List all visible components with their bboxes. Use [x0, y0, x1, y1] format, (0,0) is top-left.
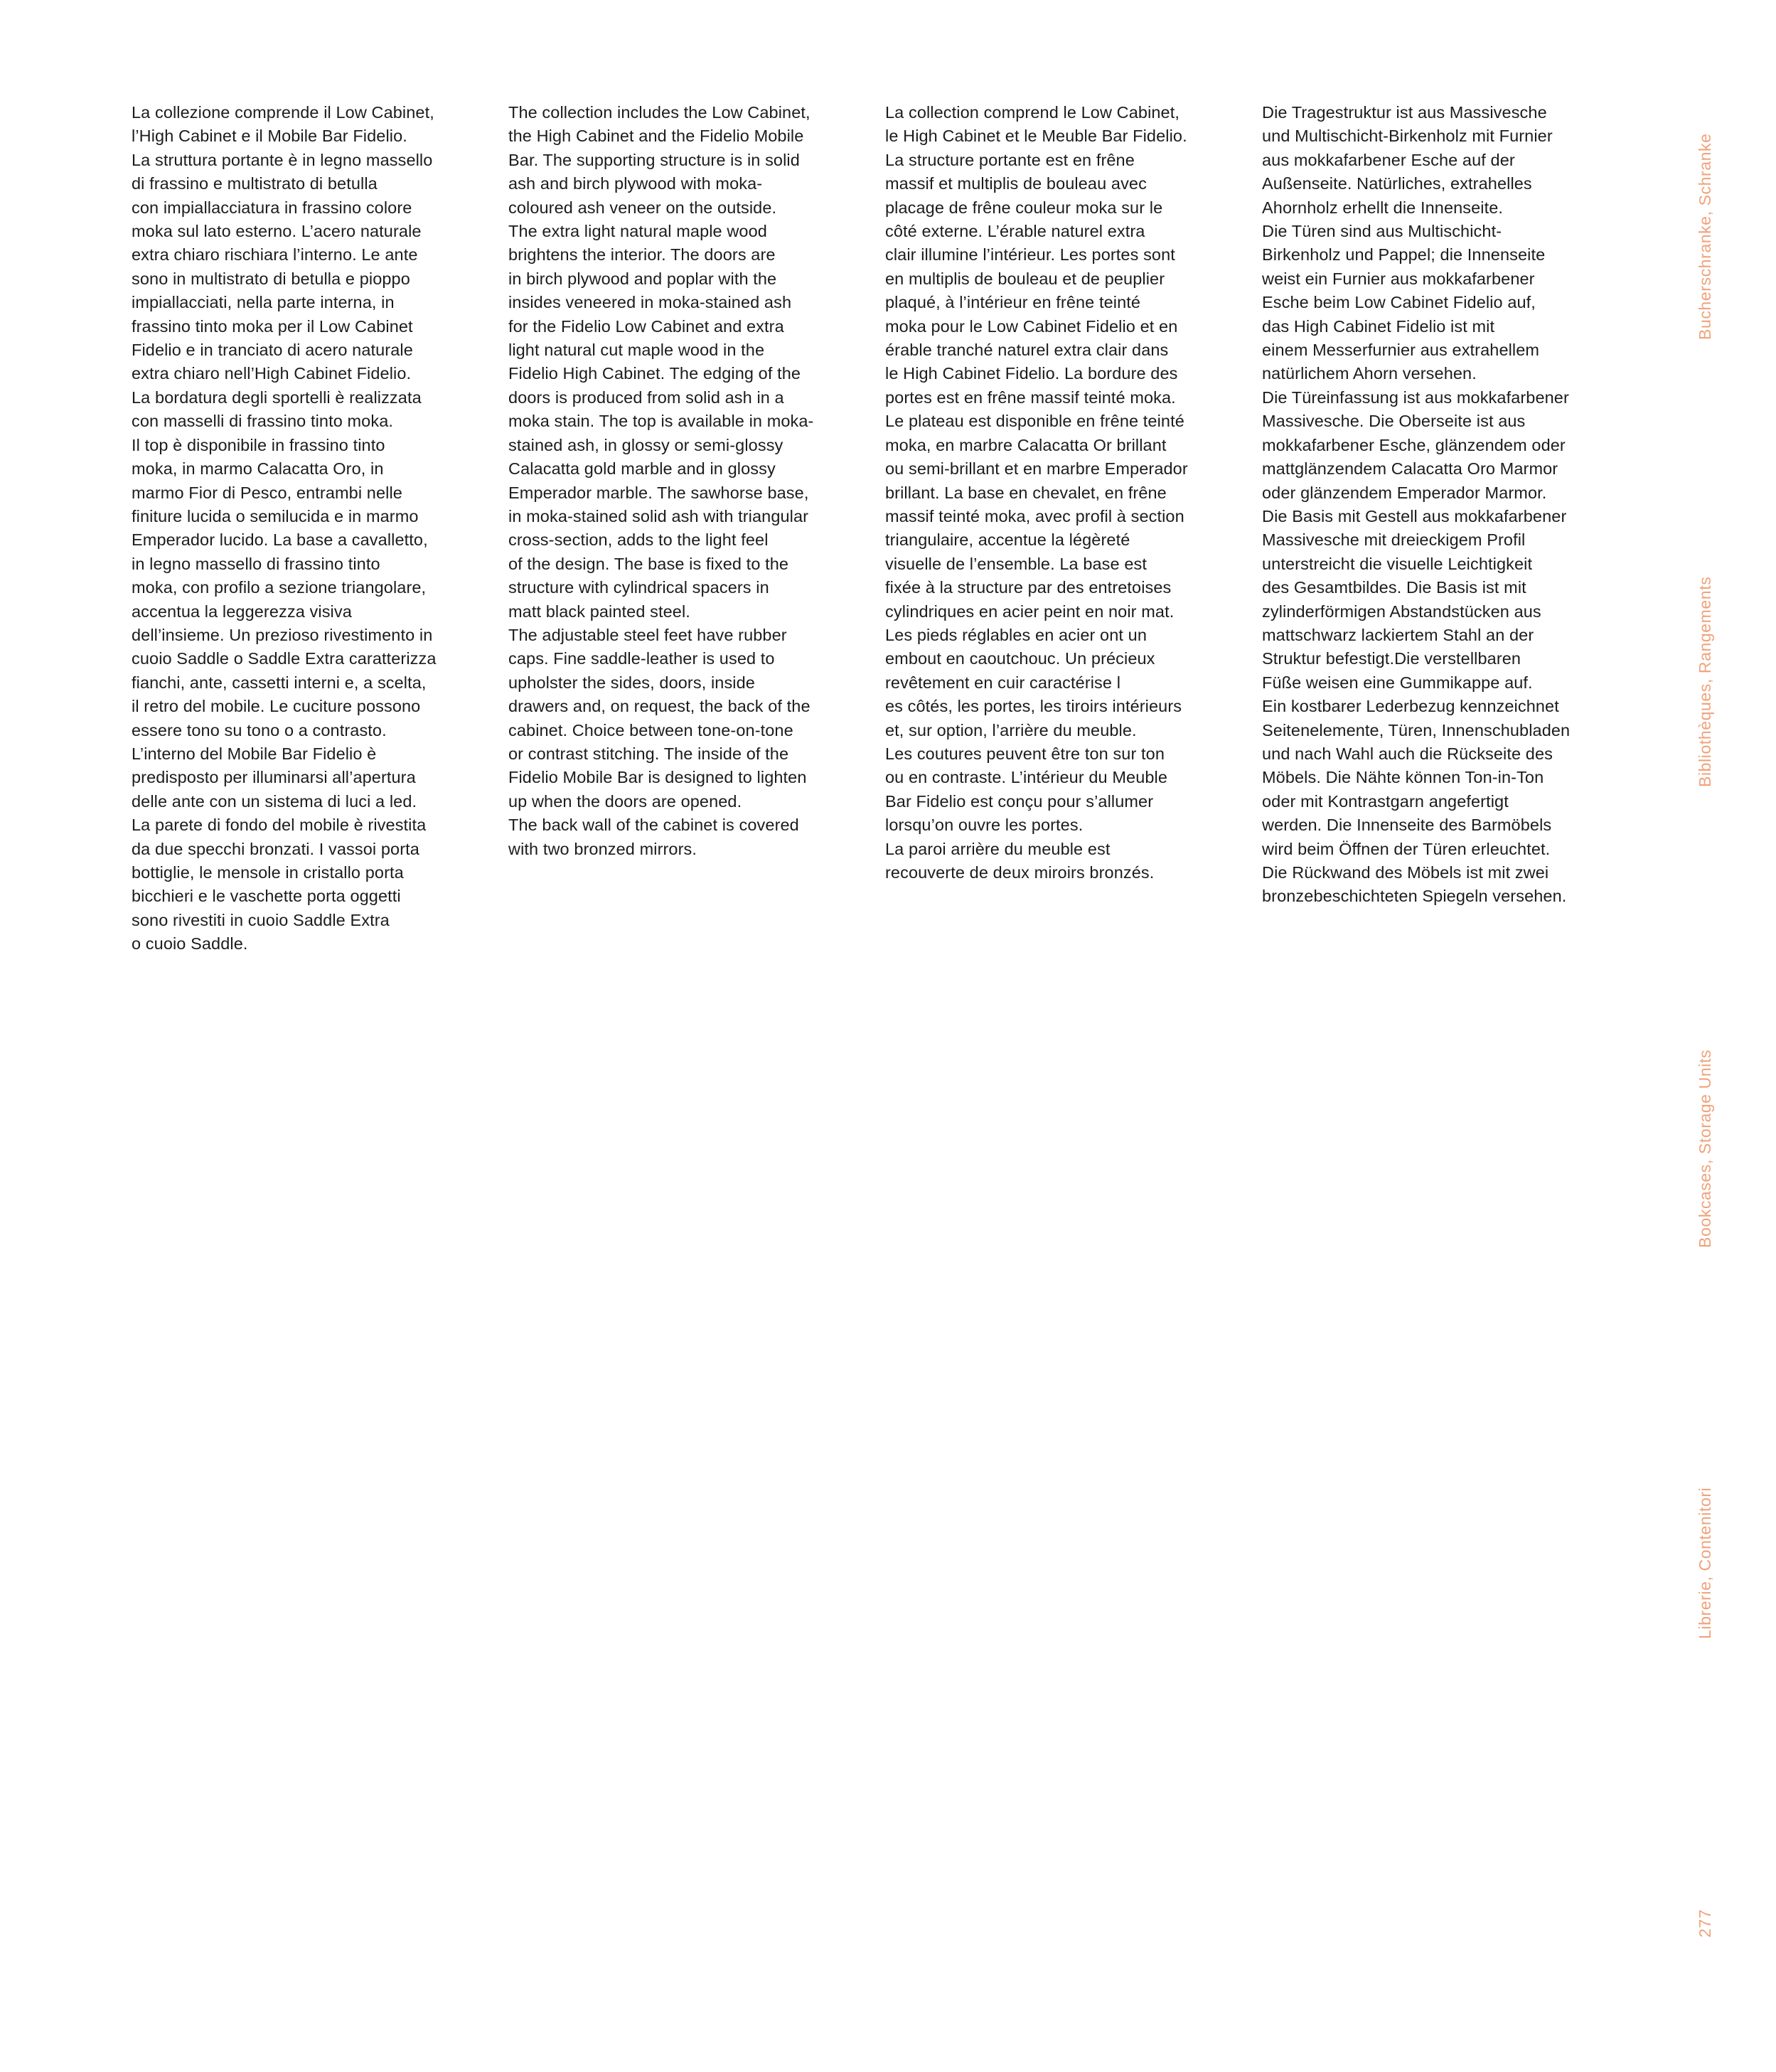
- side-label-french: Bibliothèques, Rangements: [1696, 576, 1714, 787]
- side-label-german: Bucherschranke, Schranke: [1696, 133, 1714, 340]
- side-label-english: Bookcases, Storage Units: [1696, 1049, 1714, 1248]
- text-column-french: La collection comprend le Low Cabinet, le High Cabinet et le Meuble Bar Fidelio. La structure portante est en frêne massif et multiplis de bouleau avec placage de frêne couleur moka sur le côté externe. L’érable naturel extra clair illumine l’intérieur. Les portes sont en multiplis de bouleau et de peuplier plaqué, à l’intérieur en frêne teinté moka pour le Low Cabinet Fidelio et en érable tranché naturel extra clair dans le High Cabinet Fidelio. La bordure des portes est en frêne massif teinté moka. Le plateau est disponible en frêne teinté moka, en marbre Calacatta Or brillant ou semi-brillant et en marbre Emperador brillant. La base en chevalet, en frêne massif teinté moka, avec profil à section triangulaire, accentue la légèreté visuelle de l’ensemble. La base est fixée à la structure par des entretoises cylindriques en acier peint en noir mat. Les pieds réglables en acier ont un embout en caoutchouc. Un précieux revêtement en cuir caractérise l es côtés, les portes, les tiroirs intérieurs et, sur option, l’arrière du meuble. Les coutures peuvent être ton sur ton ou en contraste. L’intérieur du Meuble Bar Fidelio est conçu pour s’allumer lorsqu’on ouvre les portes. La paroi arrière du meuble est recouverte de deux miroirs bronzés.: [885, 103, 1188, 882]
- page-number: 277: [1696, 1908, 1714, 1938]
- text-column-german: Die Tragestruktur ist aus Massivesche und Multischicht-Birkenholz mit Furnier aus mokkafarbener Esche auf der Außenseite. Natürliches, extrahelles Ahornholz erhellt die Innenseite. Die Türen sind aus Multischicht- Birkenholz und Pappel; die Innenseite weist ein Furnier aus mokkafarbener Esche beim Low Cabinet Fidelio auf, das High Cabinet Fidelio ist mit einem Messerfurnier aus extrahellem natürlichem Ahorn versehen. Die Türeinfassung ist aus mokkafarbener Massivesche. Die Oberseite ist aus mokkafarbener Esche, glänzendem oder mattglänzendem Calacatta Oro Marmor oder glänzendem Emperador Marmor. Die Basis mit Gestell aus mokkafarbener Massivesche mit dreieckigem Profil unterstreicht die visuelle Leichtigkeit des Gesamtbildes. Die Basis ist mit zylinderförmigen Abstandstücken aus mattschwarz lackiertem Stahl an der Struktur befestigt.Die verstellbaren Füße weisen eine Gummikappe auf. Ein kostbarer Lederbezug kennzeichnet Seitenelemente, Türen, Innenschubladen und nach Wahl auch die Rückseite des Möbels. Die Nähte können Ton-in-Ton oder mit Kontrastgarn angefertigt werden. Die Innenseite des Barmöbels wird beim Öffnen der Türen erleuchtet. Die Rückwand des Möbels ist mit zwei bronzebeschichteten Spiegeln versehen.: [1262, 103, 1571, 906]
- text-column-english: The collection includes the Low Cabinet, the High Cabinet and the Fidelio Mobile Bar. The supporting structure is in solid ash and birch plywood with moka- coloured ash veneer on the outside. The extra light natural maple wood brightens the interior. The doors are in birch plywood and poplar with the insides veneered in moka-stained ash for the Fidelio Low Cabinet and extra light natural cut maple wood in the Fidelio High Cabinet. The edging of the doors is produced from solid ash in a moka stain. The top is available in moka- stained ash, in glossy or semi-glossy Calacatta gold marble and in glossy Emperador marble. The sawhorse base, in moka-stained solid ash with triangular cross-section, adds to the light feel of the design. The base is fixed to the structure with cylindrical spacers in matt black painted steel. The adjustable steel feet have rubber caps. Fine saddle-leather is used to upholster the sides, doors, inside drawers and, on request, the back of the cabinet. Choice between tone-on-tone or contrast stitching. The inside of the Fidelio Mobile Bar is designed to lighten up when the doors are opened. The back wall of the cabinet is covered with two bronzed mirrors.: [508, 103, 814, 858]
- text-column-italian: La collezione comprende il Low Cabinet, l’High Cabinet e il Mobile Bar Fidelio. La struttura portante è in legno massello di frassino e multistrato di betulla con impiallacciatura in frassino colore moka sul lato esterno. L’acero naturale extra chiaro rischiara l’interno. Le ante sono in multistrato di betulla e pioppo impiallacciati, nella parte interna, in frassino tinto moka per il Low Cabinet Fidelio e in tranciato di acero naturale extra chiaro nell’High Cabinet Fidelio. La bordatura degli sportelli è realizzata con masselli di frassino tinto moka. Il top è disponibile in frassino tinto moka, in marmo Calacatta Oro, in marmo Fior di Pesco, entrambi nelle finiture lucida o semilucida e in marmo Emperador lucido. La base a cavalletto, in legno massello di frassino tinto moka, con profilo a sezione triangolare, accentua la leggerezza visiva dell’insieme. Un prezioso rivestimento in cuoio Saddle o Saddle Extra caratterizza fianchi, ante, cassetti interni e, a scelta, il retro del mobile. Le cuciture possono essere tono su tono o a contrasto. L’interno del Mobile Bar Fidelio è predisposto per illuminarsi all’apertura delle ante con un sistema di luci a led. La parete di fondo del mobile è rivestita da due specchi bronzati. I vassoi porta bottiglie, le mensole in cristallo porta bicchieri e le vaschette porta oggetti sono rivestiti in cuoio Saddle Extra o cuoio Saddle.: [132, 103, 437, 954]
- side-label-italian: Librerie, Contenitori: [1696, 1487, 1714, 1639]
